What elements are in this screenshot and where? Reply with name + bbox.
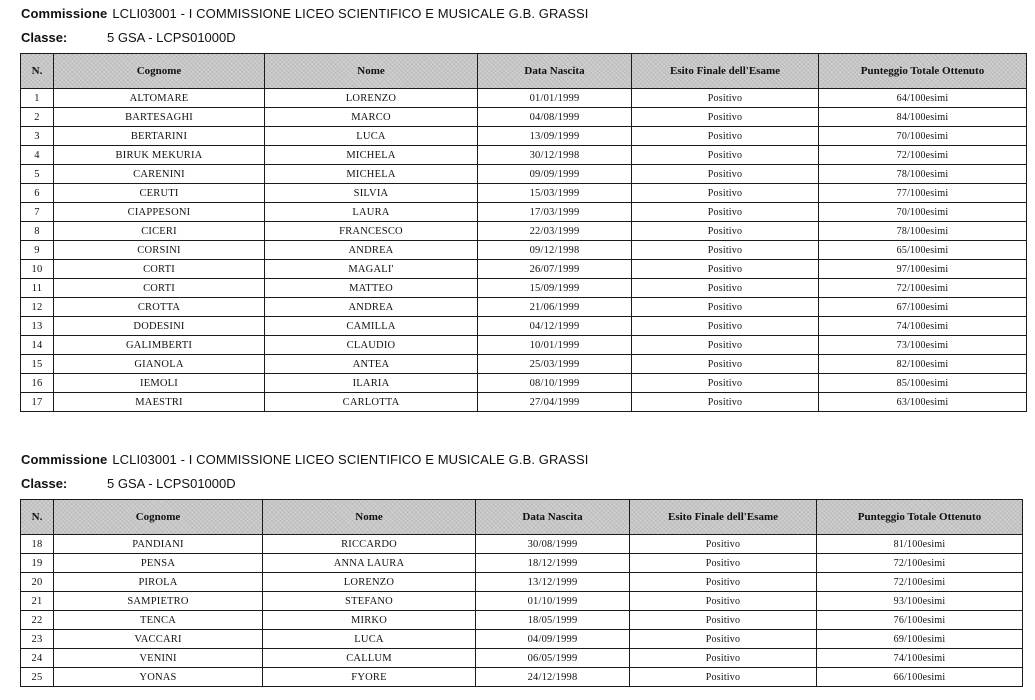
column-header-total-score: Punteggio Totale Ottenuto [817,500,1023,535]
cell-name: CLAUDIO [265,336,478,355]
cell-total-score: 93/100esimi [817,592,1023,611]
cell-exam-outcome: Positivo [632,336,819,355]
cell-number: 2 [21,108,54,127]
cell-name: STEFANO [263,592,476,611]
class-value: 5 GSA - LCPS01000D [107,30,236,45]
table-row [21,592,1023,611]
class-heading [21,476,236,491]
cell-total-score: 72/100esimi [817,573,1023,592]
cell-name: MATTEO [265,279,478,298]
table-header-row [21,54,1027,89]
cell-exam-outcome: Positivo [632,165,819,184]
cell-number: 10 [21,260,54,279]
cell-total-score: 70/100esimi [819,203,1027,222]
cell-name: ANTEA [265,355,478,374]
cell-exam-outcome: Positivo [632,374,819,393]
cell-exam-outcome: Positivo [632,279,819,298]
column-header-exam-outcome: Esito Finale dell'Esame [630,500,817,535]
cell-birth-date: 01/01/1999 [478,89,632,108]
cell-surname: CORTI [54,279,265,298]
cell-surname: CORSINI [54,241,265,260]
cell-number: 11 [21,279,54,298]
cell-birth-date: 04/09/1999 [476,630,630,649]
cell-surname: PENSA [54,554,263,573]
commission-text: LCLI03001 - I COMMISSIONE LICEO SCIENTIFICO E MUSICALE G.B. GRASSI [112,6,589,21]
cell-number: 9 [21,241,54,260]
cell-total-score: 74/100esimi [819,317,1027,336]
cell-birth-date: 15/03/1999 [478,184,632,203]
cell-name: CALLUM [263,649,476,668]
cell-name: LORENZO [263,573,476,592]
cell-number: 16 [21,374,54,393]
cell-surname: CROTTA [54,298,265,317]
cell-number: 14 [21,336,54,355]
cell-surname: VENINI [54,649,263,668]
commission-text: LCLI03001 - I COMMISSIONE LICEO SCIENTIFICO E MUSICALE G.B. GRASSI [112,452,589,467]
table-row [21,298,1027,317]
cell-number: 15 [21,355,54,374]
cell-total-score: 73/100esimi [819,336,1027,355]
cell-birth-date: 04/12/1999 [478,317,632,336]
cell-birth-date: 09/09/1999 [478,165,632,184]
table-row [21,649,1023,668]
cell-total-score: 72/100esimi [819,279,1027,298]
cell-birth-date: 30/08/1999 [476,535,630,554]
cell-surname: BERTARINI [54,127,265,146]
results-table-body [21,535,1023,687]
cell-name: LUCA [263,630,476,649]
cell-exam-outcome: Positivo [632,89,819,108]
table-row [21,630,1023,649]
cell-exam-outcome: Positivo [630,592,817,611]
cell-birth-date: 13/12/1999 [476,573,630,592]
cell-total-score: 78/100esimi [819,222,1027,241]
cell-exam-outcome: Positivo [630,668,817,687]
cell-number: 23 [21,630,54,649]
cell-surname: GIANOLA [54,355,265,374]
cell-exam-outcome: Positivo [632,317,819,336]
cell-total-score: 85/100esimi [819,374,1027,393]
cell-name: CARLOTTA [265,393,478,412]
column-header-exam-outcome: Esito Finale dell'Esame [632,54,819,89]
cell-surname: ALTOMARE [54,89,265,108]
table-row [21,127,1027,146]
table-row [21,374,1027,393]
column-header-surname: Cognome [54,54,265,89]
cell-exam-outcome: Positivo [630,649,817,668]
column-header-number: N. [21,500,54,535]
cell-total-score: 72/100esimi [817,554,1023,573]
cell-number: 5 [21,165,54,184]
cell-exam-outcome: Positivo [632,393,819,412]
table-row [21,203,1027,222]
table-header-row [21,500,1023,535]
cell-name: FYORE [263,668,476,687]
cell-name: LAURA [265,203,478,222]
cell-surname: CICERI [54,222,265,241]
cell-total-score: 84/100esimi [819,108,1027,127]
cell-number: 20 [21,573,54,592]
class-value: 5 GSA - LCPS01000D [107,476,236,491]
cell-birth-date: 30/12/1998 [478,146,632,165]
class-label: Classe: [21,30,68,45]
results-table-body [21,89,1027,412]
cell-total-score: 82/100esimi [819,355,1027,374]
cell-birth-date: 13/09/1999 [478,127,632,146]
cell-name: LUCA [265,127,478,146]
cell-name: MARCO [265,108,478,127]
cell-total-score: 74/100esimi [817,649,1023,668]
cell-number: 12 [21,298,54,317]
cell-number: 13 [21,317,54,336]
column-header-name: Nome [265,54,478,89]
cell-birth-date: 27/04/1999 [478,393,632,412]
table-row [21,184,1027,203]
cell-total-score: 63/100esimi [819,393,1027,412]
table-row [21,355,1027,374]
class-label: Classe: [21,476,68,491]
column-header-birth-date: Data Nascita [478,54,632,89]
cell-total-score: 70/100esimi [819,127,1027,146]
cell-name: FRANCESCO [265,222,478,241]
cell-name: ANNA LAURA [263,554,476,573]
cell-name: ANDREA [265,241,478,260]
cell-total-score: 72/100esimi [819,146,1027,165]
commission-heading [21,452,589,467]
cell-surname: BIRUK MEKURIA [54,146,265,165]
cell-exam-outcome: Positivo [632,222,819,241]
cell-exam-outcome: Positivo [632,260,819,279]
cell-birth-date: 24/12/1998 [476,668,630,687]
cell-exam-outcome: Positivo [632,241,819,260]
cell-birth-date: 18/05/1999 [476,611,630,630]
cell-surname: CARENINI [54,165,265,184]
cell-number: 21 [21,592,54,611]
commission-label: Commissione [21,6,108,21]
results-table [20,53,1027,412]
cell-birth-date: 09/12/1998 [478,241,632,260]
cell-birth-date: 06/05/1999 [476,649,630,668]
cell-number: 17 [21,393,54,412]
cell-name: LORENZO [265,89,478,108]
cell-birth-date: 08/10/1999 [478,374,632,393]
cell-name: MAGALI' [265,260,478,279]
cell-name: MICHELA [265,146,478,165]
cell-birth-date: 04/08/1999 [478,108,632,127]
cell-birth-date: 17/03/1999 [478,203,632,222]
cell-birth-date: 01/10/1999 [476,592,630,611]
cell-total-score: 81/100esimi [817,535,1023,554]
table-row [21,393,1027,412]
cell-name: ILARIA [265,374,478,393]
table-row [21,535,1023,554]
cell-total-score: 65/100esimi [819,241,1027,260]
cell-exam-outcome: Positivo [630,554,817,573]
cell-surname: VACCARI [54,630,263,649]
cell-total-score: 64/100esimi [819,89,1027,108]
commission-heading [21,6,589,21]
column-header-birth-date: Data Nascita [476,500,630,535]
table-row [21,611,1023,630]
table-row [21,241,1027,260]
table-row [21,317,1027,336]
cell-exam-outcome: Positivo [630,535,817,554]
cell-surname: PANDIANI [54,535,263,554]
cell-surname: CIAPPESONI [54,203,265,222]
cell-surname: TENCA [54,611,263,630]
cell-number: 19 [21,554,54,573]
cell-name: MICHELA [265,165,478,184]
cell-birth-date: 25/03/1999 [478,355,632,374]
column-header-name: Nome [263,500,476,535]
cell-name: ANDREA [265,298,478,317]
cell-surname: DODESINI [54,317,265,336]
table-row [21,108,1027,127]
cell-total-score: 76/100esimi [817,611,1023,630]
cell-number: 6 [21,184,54,203]
cell-birth-date: 22/03/1999 [478,222,632,241]
cell-number: 25 [21,668,54,687]
cell-surname: CORTI [54,260,265,279]
cell-birth-date: 26/07/1999 [478,260,632,279]
cell-name: SILVIA [265,184,478,203]
results-table [20,499,1023,687]
cell-surname: CERUTI [54,184,265,203]
cell-birth-date: 15/09/1999 [478,279,632,298]
commission-label: Commissione [21,452,108,467]
cell-surname: IEMOLI [54,374,265,393]
cell-total-score: 78/100esimi [819,165,1027,184]
cell-name: CAMILLA [265,317,478,336]
cell-surname: PIROLA [54,573,263,592]
cell-surname: GALIMBERTI [54,336,265,355]
cell-total-score: 67/100esimi [819,298,1027,317]
cell-total-score: 77/100esimi [819,184,1027,203]
cell-exam-outcome: Positivo [632,298,819,317]
cell-surname: MAESTRI [54,393,265,412]
cell-exam-outcome: Positivo [632,355,819,374]
table-row [21,668,1023,687]
cell-number: 8 [21,222,54,241]
cell-exam-outcome: Positivo [630,611,817,630]
cell-total-score: 97/100esimi [819,260,1027,279]
cell-total-score: 66/100esimi [817,668,1023,687]
cell-number: 1 [21,89,54,108]
cell-exam-outcome: Positivo [632,146,819,165]
cell-number: 4 [21,146,54,165]
table-row [21,336,1027,355]
cell-exam-outcome: Positivo [632,203,819,222]
cell-exam-outcome: Positivo [632,184,819,203]
cell-total-score: 69/100esimi [817,630,1023,649]
table-row [21,554,1023,573]
cell-birth-date: 21/06/1999 [478,298,632,317]
cell-exam-outcome: Positivo [630,573,817,592]
column-header-number: N. [21,54,54,89]
cell-number: 22 [21,611,54,630]
cell-number: 7 [21,203,54,222]
cell-birth-date: 18/12/1999 [476,554,630,573]
cell-surname: SAMPIETRO [54,592,263,611]
table-row [21,260,1027,279]
table-row [21,573,1023,592]
cell-number: 3 [21,127,54,146]
cell-birth-date: 10/01/1999 [478,336,632,355]
table-row [21,279,1027,298]
cell-name: MIRKO [263,611,476,630]
class-heading [21,30,236,45]
cell-surname: BARTESAGHI [54,108,265,127]
cell-exam-outcome: Positivo [632,127,819,146]
table-row [21,165,1027,184]
cell-number: 24 [21,649,54,668]
cell-number: 18 [21,535,54,554]
table-row [21,89,1027,108]
column-header-total-score: Punteggio Totale Ottenuto [819,54,1027,89]
table-row [21,222,1027,241]
cell-exam-outcome: Positivo [630,630,817,649]
cell-exam-outcome: Positivo [632,108,819,127]
cell-name: RICCARDO [263,535,476,554]
table-row [21,146,1027,165]
cell-surname: YONAS [54,668,263,687]
column-header-surname: Cognome [54,500,263,535]
